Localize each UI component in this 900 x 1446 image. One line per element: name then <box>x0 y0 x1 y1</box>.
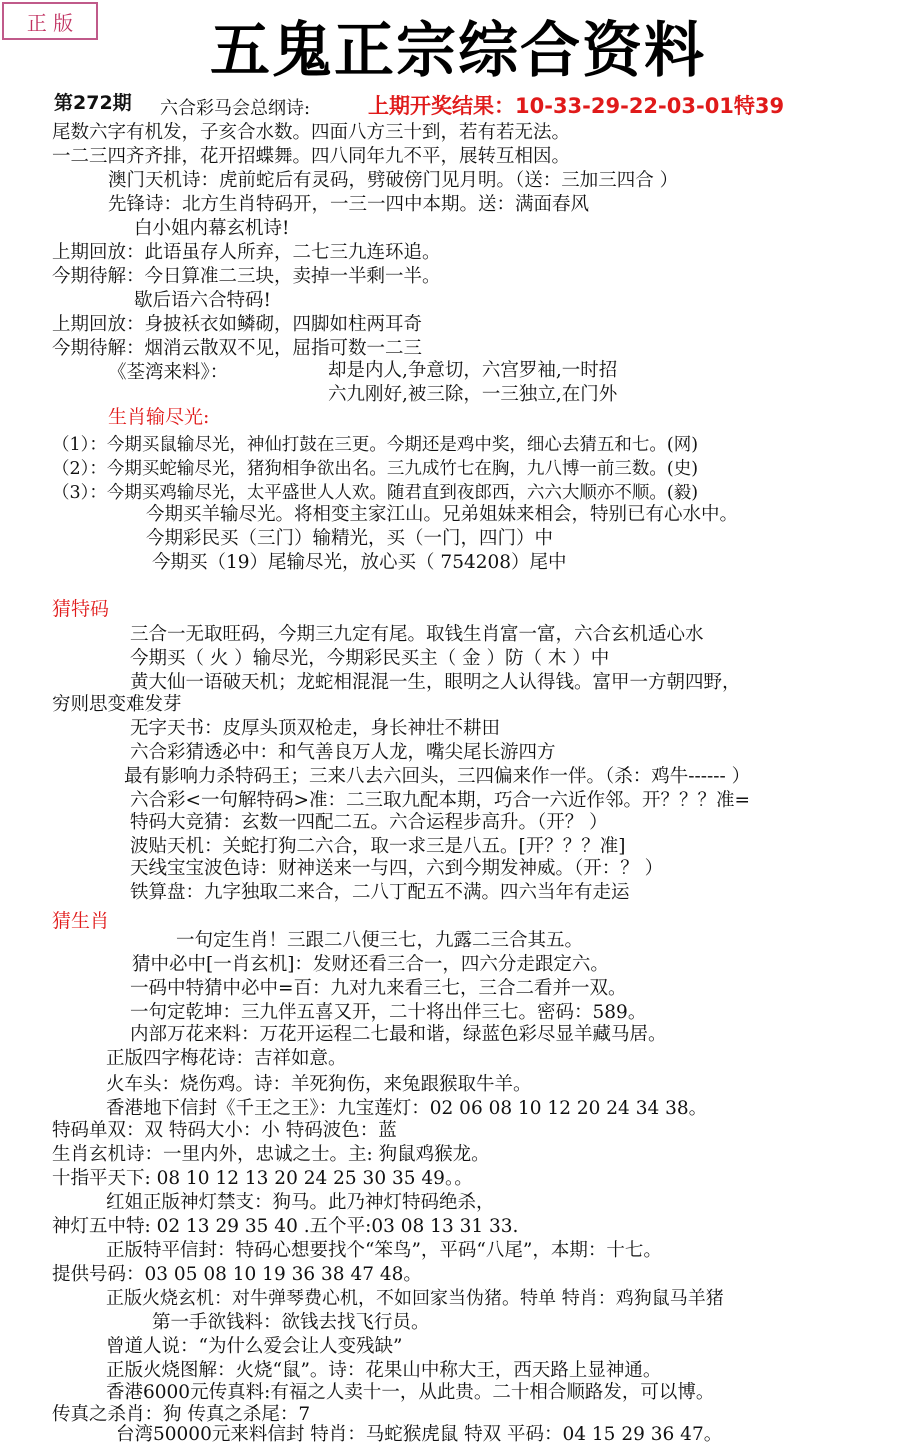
text-line: 猜中必中[一肖玄机]：发财还看三合一，四六分走跟定六。 <box>132 954 609 975</box>
text-line: 波贴天机：关蛇打狗二六合，取一求三是八五。[开？？？准] <box>130 836 626 857</box>
section-heading: 生肖输尽光: <box>108 406 210 428</box>
text-line: 十指平天下: 08 10 12 13 20 24 25 30 35 49。。 <box>52 1168 473 1189</box>
last-draw-result: 上期开奖结果：10-33-29-22-03-01特39 <box>368 94 785 118</box>
text-line: 今期待解：烟消云散双不见，屈指可数一二三 <box>52 338 423 359</box>
text-line: 特码大竞猜：玄数一四配二五。六合运程步高升。（开？ ） <box>130 812 608 833</box>
text-line: 台湾50000元来料信封 特肖：马蛇猴虎鼠 特双 平码：04 15 29 36 47。 <box>116 1424 723 1445</box>
page-title: 五鬼正宗综合资料 <box>210 16 706 86</box>
text-line: 今期待解：今日算准二三块，卖掉一半剩一半。 <box>52 266 441 287</box>
text-line: 白小姐内幕玄机诗! <box>134 218 290 239</box>
text-line: 黄大仙一语破天机；龙蛇相混混一生，眼明之人认得钱。富甲一方朝四野， <box>130 672 741 693</box>
poem-title: 六合彩马会总纲诗: <box>160 98 311 119</box>
text-line: 正版火烧玄机：对牛弹琴费心机，不如回家当伪猪。特单 特肖：鸡狗鼠马羊猪 <box>106 1288 724 1309</box>
text-line: 特码单双：双 特码大小：小 特码波色：蓝 <box>52 1120 397 1141</box>
text-line: 歇后语六合特码! <box>134 290 271 311</box>
text-line: （2）：今期买蛇输尽光，猪狗相争欲出名。三九成竹七在胸，九八博一前三数。(史) <box>52 459 699 479</box>
text-line: 《荃湾来料》： <box>108 362 229 383</box>
text-line: 一码中特猜中必中=百：九对九来看三七，三合二看并一双。 <box>130 978 627 999</box>
text-line: 内部万花来料：万花开运程二七最和谐，绿蓝色彩尽显羊藏马居。 <box>130 1024 667 1045</box>
text-line: 澳门天机诗：虎前蛇后有灵码，劈破傍门见月明。（送：三加三四合 ） <box>108 170 679 191</box>
text-line: （1）：今期买鼠输尽光，神仙打鼓在三更。今期还是鸡中奖，细心去猜五和七。(网) <box>52 435 699 455</box>
text-line: 火车头：烧伤鸡。诗：羊死狗伤，来兔跟猴取牛羊。 <box>106 1074 532 1095</box>
text-line: 一句定乾坤：三九伴五喜又开，二十将出伴三七。密码：589。 <box>130 1002 647 1023</box>
text-line: 却是内人,争意切，六宫罗袖,一时招 <box>328 360 618 381</box>
text-line: 香港地下信封《千王之王》：九宝莲灯：02 06 08 10 12 20 24 34 38。 <box>106 1098 708 1119</box>
text-line: 今期买（19）尾输尽光，放心买（ 754208）尾中 <box>152 552 567 573</box>
text-line: 尾数六字有机发，子亥合水数。四面八方三十到，若有若无法。 <box>52 122 571 143</box>
text-line: 天线宝宝波色诗：财神送来一与四，六到今期发神威。（开：？ ） <box>130 858 664 879</box>
text-line: 铁算盘：九字独取二来合，二八丁配五不满。四六当年有走运 <box>130 882 630 903</box>
text-line: 香港6000元传真料:有福之人卖十一，从此贵。二十相合顺路发，可以博。 <box>106 1382 715 1403</box>
text-line: 三合一无取旺码，今期三九定有尾。取钱生肖富一富，六合玄机适心水 <box>130 624 704 645</box>
text-line: 一句定生肖！三跟二八便三七，九露二三合其五。 <box>176 930 584 951</box>
text-line: 提供号码：03 05 08 10 19 36 38 47 48。 <box>52 1264 422 1285</box>
text-line: 正版四字梅花诗：吉祥如意。 <box>106 1048 347 1069</box>
section-heading: 猜特码 <box>52 598 110 620</box>
text-line: 穷则思变难发芽 <box>52 694 182 715</box>
text-line: 今期彩民买（三门）输精光，买（一门，四门）中 <box>146 528 554 549</box>
text-line: （3）：今期买鸡输尽光，太平盛世人人欢。随君直到夜郎西，六六大顺亦不顺。(毅) <box>52 483 699 503</box>
text-line: 今期买羊输尽光。将相变主家江山。兄弟姐妹来相会，特别已有心水中。 <box>146 504 739 525</box>
text-line: 先锋诗：北方生肖特码开，一三一四中本期。送：满面春风 <box>108 194 590 215</box>
text-line: 传真之杀肖：狗 传真之杀尾：7 <box>52 1404 311 1425</box>
text-line: 正版特平信封：特码心想要找个“笨鸟”，平码“八尾”，本期：十七。 <box>106 1240 662 1261</box>
zhengban-stamp: 正 版 <box>2 2 98 40</box>
text-line: 神灯五中特: 02 13 29 35 40 .五个平:03 08 13 31 33. <box>52 1216 519 1237</box>
text-line: 一二三四齐齐排，花开招蝶舞。四八同年九不平，展转互相因。 <box>52 146 571 167</box>
text-line: 六合彩<一句解特码>准：二三取九配本期，巧合一六近作邻。开？？？准= <box>130 790 751 811</box>
text-line: 第一手欲钱料：欲钱去找飞行员。 <box>152 1312 430 1333</box>
text-line: 无字天书：皮厚头顶双枪走，身长神壮不耕田 <box>130 718 501 739</box>
text-line: 今期买（ 火 ）输尽光，今期彩民买主（ 金 ）防（ 木 ）中 <box>130 648 610 669</box>
text-line: 六合彩猜透必中：和气善良万人龙，嘴尖尾长游四方 <box>130 742 556 763</box>
text-line: 最有影响力杀特码王；三来八去六回头，三四偏来作一伴。（杀：鸡牛------ ） <box>124 766 751 787</box>
text-line: 上期回放：身披袄衣如鳞砌，四脚如柱两耳奇 <box>52 314 423 335</box>
section-heading: 猜生肖 <box>52 910 110 932</box>
text-line: 六九刚好,被三除，一三独立,在门外 <box>328 384 618 405</box>
text-line: 红姐正版神灯禁支：狗马。此乃神灯特码绝杀， <box>106 1192 495 1213</box>
text-line: 上期回放：此语虽存人所弃，二七三九连环追。 <box>52 242 441 263</box>
text-line: 曾道人说：“为什么爱会让人变残缺” <box>106 1336 403 1357</box>
text-line: 正版火烧图解：火烧“鼠”。诗：花果山中称大王，西天路上显神通。 <box>106 1360 662 1381</box>
text-line: 生肖玄机诗：一里内外，忠诚之士。主: 狗鼠鸡猴龙。 <box>52 1144 490 1165</box>
issue-number: 第272期 <box>54 92 132 114</box>
